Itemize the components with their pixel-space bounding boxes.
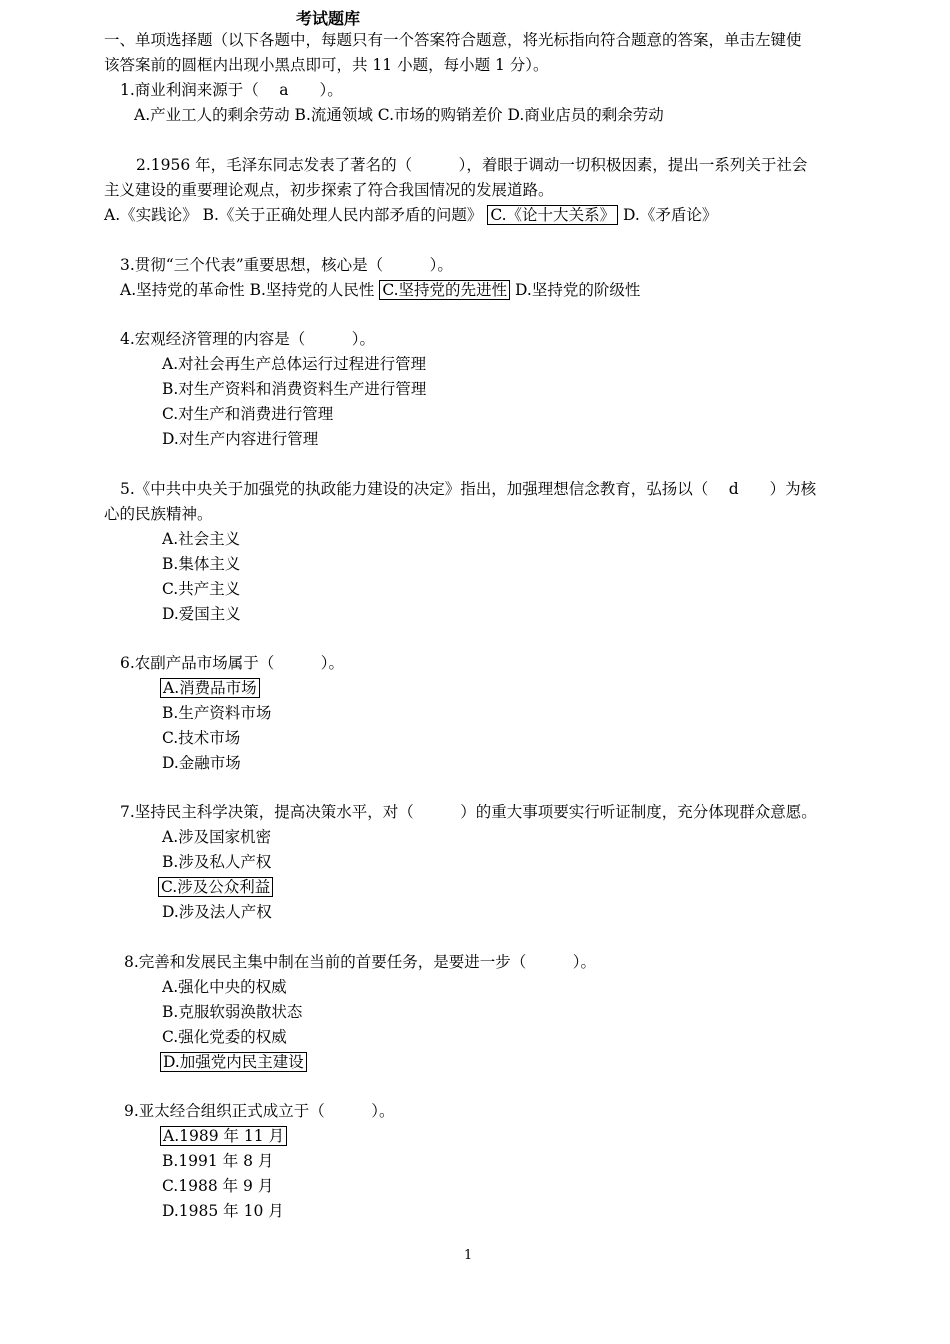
question-4-option-c[interactable]: C.对生产和消费进行管理: [162, 405, 334, 423]
question-6-option-b[interactable]: B.生产资料市场: [162, 704, 272, 722]
question-7-option-a[interactable]: A.涉及国家机密: [162, 828, 272, 846]
question-7-option-c-row: [158, 876, 273, 898]
question-8-option-a[interactable]: A.强化中央的权威: [162, 978, 287, 996]
question-5-stem-line-1: 5.《中共中央关于加强党的执政能力建设的决定》指出，加强理想信念教育，弘扬以（ d ）为核: [120, 480, 817, 498]
question-6-stem: 6.农副产品市场属于（ ）。: [120, 654, 345, 672]
question-6-option-a[interactable]: A.消费品市场: [160, 678, 260, 698]
question-2-option-d[interactable]: D.《矛盾论》: [623, 206, 718, 224]
question-6-option-d[interactable]: D.金融市场: [162, 754, 241, 772]
question-3-option-b[interactable]: B.坚持党的人民性: [249, 281, 375, 299]
question-2-stem-line-2: 主义建设的重要理论观点，初步探索了符合我国情况的发展道路。: [104, 181, 554, 199]
question-3-option-c[interactable]: C.坚持党的先进性: [379, 280, 510, 300]
question-8-option-d-row: [160, 1051, 307, 1073]
question-4-option-d[interactable]: D.对生产内容进行管理: [162, 430, 319, 448]
question-4-option-a[interactable]: A.对社会再生产总体运行过程进行管理: [162, 355, 427, 373]
question-7-option-d[interactable]: D.涉及法人产权: [162, 903, 272, 921]
question-8-option-d[interactable]: D.加强党内民主建设: [160, 1052, 307, 1072]
question-5-stem-line-2: 心的民族精神。: [104, 505, 213, 523]
question-2-options: [104, 204, 717, 226]
question-6-option-a-row: [160, 677, 260, 699]
question-1-stem: 1.商业利润来源于（ a ）。: [120, 81, 343, 99]
question-2-stem-line-1: 2.1956 年，毛泽东同志发表了著名的（ ），着眼于调动一切积极因素，提出一系列关于社会: [136, 156, 808, 174]
question-9-option-b[interactable]: B.1991 年 8 月: [162, 1152, 274, 1170]
question-9-option-a[interactable]: A.1989 年 11 月: [160, 1126, 287, 1146]
question-2-option-b[interactable]: B.《关于正确处理人民内部矛盾的问题》: [202, 206, 483, 224]
question-5-option-d[interactable]: D.爱国主义: [162, 605, 241, 623]
question-2-option-a[interactable]: A.《实践论》: [104, 206, 198, 224]
question-9-option-d[interactable]: D.1985 年 10 月: [162, 1202, 284, 1220]
page-title: 考试题库: [296, 9, 361, 28]
question-8-stem: 8.完善和发展民主集中制在当前的首要任务，是要进一步（ ）。: [124, 953, 597, 971]
question-1-options: A.产业工人的剩余劳动 B.流通领域 C.市场的购销差价 D.商业店员的剩余劳动: [134, 106, 664, 124]
question-4-stem: 4.宏观经济管理的内容是（ ）。: [120, 330, 376, 348]
question-3-option-d[interactable]: D.坚持党的阶级性: [515, 281, 641, 299]
question-7-option-b[interactable]: B.涉及私人产权: [162, 853, 272, 871]
question-7-stem: 7.坚持民主科学决策，提高决策水平，对（ ）的重大事项要实行听证制度，充分体现群众意愿。: [120, 803, 817, 821]
section-intro-line-1: 一、单项选择题（以下各题中，每题只有一个答案符合题意，将光标指向符合题意的答案，单击左键使: [104, 31, 802, 49]
question-3-options: [120, 279, 640, 301]
question-9-option-a-row: [160, 1125, 287, 1147]
question-5-option-b[interactable]: B.集体主义: [162, 555, 241, 573]
question-3-stem: 3.贯彻“三个代表”重要思想，核心是（ ）。: [120, 256, 453, 274]
question-5-option-c[interactable]: C.共产主义: [162, 580, 241, 598]
question-2-option-c[interactable]: C.《论十大关系》: [487, 205, 618, 225]
page-number: 1: [464, 1248, 473, 1263]
question-3-option-a[interactable]: A.坚持党的革命性: [120, 281, 245, 299]
question-4-option-b[interactable]: B.对生产资料和消费资料生产进行管理: [162, 380, 427, 398]
question-9-option-c[interactable]: C.1988 年 9 月: [162, 1177, 274, 1195]
question-9-stem: 9.亚太经合组织正式成立于（ ）。: [124, 1102, 395, 1120]
question-7-option-c[interactable]: C.涉及公众利益: [158, 877, 273, 897]
question-8-option-c[interactable]: C.强化党委的权威: [162, 1028, 287, 1046]
question-6-option-c[interactable]: C.技术市场: [162, 729, 241, 747]
question-5-option-a[interactable]: A.社会主义: [162, 530, 241, 548]
section-intro-line-2: 该答案前的圆框内出现小黑点即可，共 11 小题，每小题 1 分）。: [104, 56, 549, 74]
question-8-option-b[interactable]: B.克服软弱涣散状态: [162, 1003, 303, 1021]
